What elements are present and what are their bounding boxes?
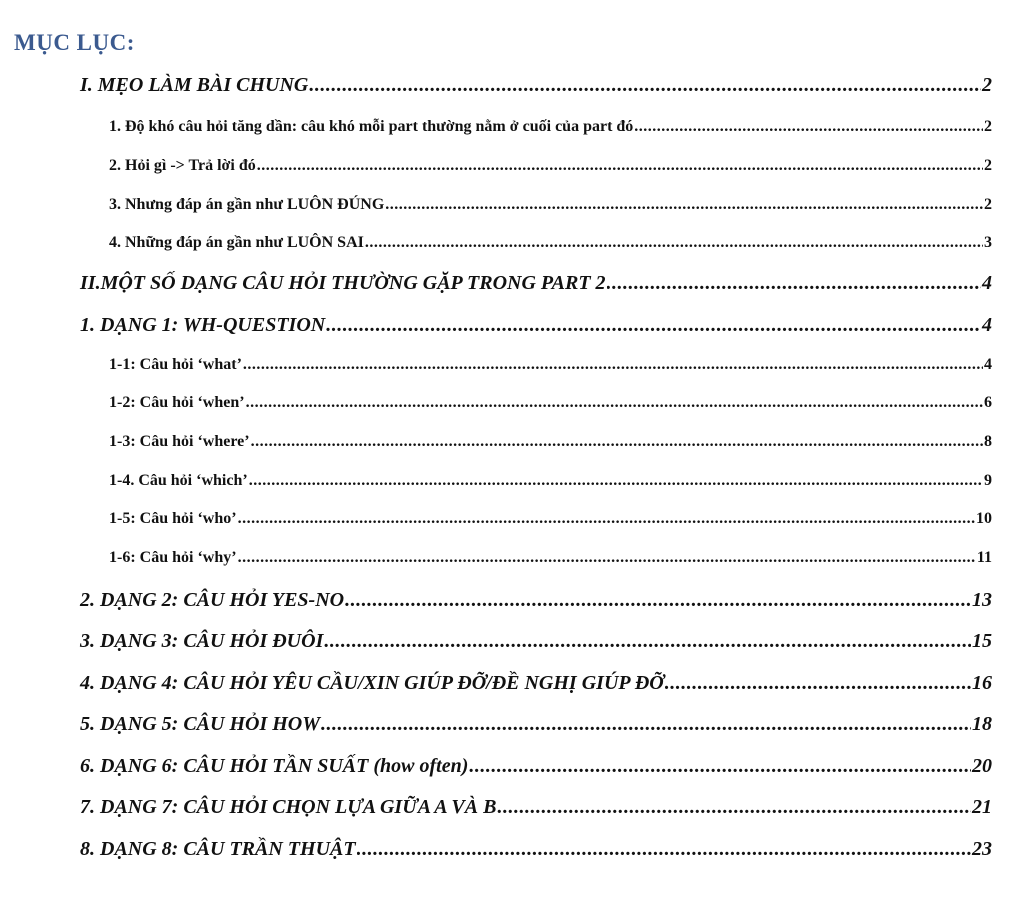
toc-entry[interactable] (109, 549, 992, 567)
toc-leader-dots (497, 796, 971, 819)
toc-entry-page: 9 (984, 472, 992, 489)
toc-entry-title: 1-1: Câu hỏi ‘what’ (109, 356, 242, 373)
toc-entry[interactable] (109, 433, 992, 451)
toc-entry-page: 2 (984, 118, 992, 135)
toc-entry[interactable] (109, 118, 992, 136)
toc-leader-dots (251, 433, 983, 451)
toc-leader-dots (607, 272, 981, 295)
toc-leader-dots (365, 234, 983, 252)
toc-entry-number: I. (80, 74, 93, 96)
toc-entry-title: 2. Hỏi gì -> Trả lời đó (109, 157, 256, 174)
toc-leader-dots (324, 630, 971, 653)
toc-entry[interactable] (109, 234, 992, 252)
toc-entry-page: 2 (982, 74, 992, 96)
toc-heading: MỤC LỤC: (14, 30, 135, 55)
toc-entry-title: 1-4. Câu hỏi ‘which’ (109, 472, 248, 489)
toc-entry[interactable] (109, 157, 992, 175)
toc-entry[interactable] (109, 510, 992, 528)
toc-entry-page: 10 (976, 510, 992, 527)
toc-leader-dots (345, 589, 971, 612)
toc-leader-dots (665, 672, 971, 695)
toc-entry-title: MẸO LÀM BÀI CHUNG (97, 74, 309, 96)
toc-entry-title: 3. Nhưng đáp án gần như LUÔN ĐÚNG (109, 196, 385, 213)
toc-entry-page: 3 (984, 234, 992, 251)
toc-entry-title: 1-3: Câu hỏi ‘where’ (109, 433, 250, 450)
toc-entry-title: 2. DẠNG 2: CÂU HỎI YES-NO (80, 589, 345, 611)
toc-entry-section-2[interactable] (80, 272, 992, 295)
toc-entry-title: 1-6: Câu hỏi ‘why’ (109, 549, 237, 566)
toc-leader-dots (249, 472, 983, 490)
toc-entry-title: 1-2: Câu hỏi ‘when’ (109, 394, 245, 411)
toc-leader-dots (469, 755, 971, 778)
toc-entry-title: 1. DẠNG 1: WH-QUESTION (80, 314, 326, 336)
toc-entry-section-1[interactable] (80, 74, 992, 97)
toc-entry-title: 5. DẠNG 5: CÂU HỎI HOW (80, 713, 321, 735)
toc-entry-title: 3. DẠNG 3: CÂU HỎI ĐUÔI (80, 630, 324, 652)
toc-entry[interactable] (80, 314, 992, 337)
toc-entry-page: 2 (984, 157, 992, 174)
toc-leader-dots (634, 118, 983, 136)
toc-entry[interactable] (80, 589, 992, 612)
toc-entry[interactable] (80, 630, 992, 653)
toc-entry[interactable] (80, 796, 992, 819)
toc-entry-title: MỘT SỐ DẠNG CÂU HỎI THƯỜNG GẶP TRONG PART 2 (100, 272, 606, 294)
toc-entry-title: 4. DẠNG 4: CÂU HỎI YÊU CẦU/XIN GIÚP ĐỠ/ĐỀ NGHỊ GIÚP ĐỠ (80, 672, 664, 694)
toc-entry-page: 4 (982, 272, 992, 294)
toc-entry-title: 6. DẠNG 6: CÂU HỎI TẦN SUẤT (how often) (80, 755, 469, 777)
toc-entry-page: 2 (984, 196, 992, 213)
toc-entry[interactable] (80, 755, 992, 778)
toc-entry-page: 13 (972, 589, 992, 611)
toc-entry-page: 20 (972, 755, 992, 777)
toc-entry[interactable] (80, 838, 992, 861)
toc-entry-title: 1. Độ khó câu hỏi tăng dần: câu khó mỗi part thường nằm ở cuối của part đó (109, 118, 634, 135)
toc-entry[interactable] (80, 713, 992, 736)
toc-leader-dots (238, 510, 975, 528)
toc-entry-number: II. (80, 272, 101, 294)
toc-entry-title: 4. Những đáp án gần như LUÔN SAI (109, 234, 364, 251)
toc-entry-title: 1-5: Câu hỏi ‘who’ (109, 510, 237, 527)
toc-entry-page: 15 (972, 630, 992, 652)
toc-leader-dots (321, 713, 971, 736)
toc-leader-dots (309, 74, 981, 97)
toc-entry-page: 16 (972, 672, 992, 694)
toc-entry-page: 21 (972, 796, 992, 818)
toc-entry-page: 4 (982, 314, 992, 336)
toc-leader-dots (326, 314, 981, 337)
toc-entry-page: 18 (972, 713, 992, 735)
toc-entry-page: 23 (972, 838, 992, 860)
toc-entry-page: 8 (984, 433, 992, 450)
toc-entry-page: 6 (984, 394, 992, 411)
toc-entry-title: 8. DẠNG 8: CÂU TRẦN THUẬT (80, 838, 356, 860)
toc-entry-page: 4 (984, 356, 992, 373)
toc-leader-dots (257, 157, 983, 175)
toc-entry-title: 7. DẠNG 7: CÂU HỎI CHỌN LỰA GIỮA A VÀ B (80, 796, 497, 818)
toc-entry[interactable] (80, 672, 992, 695)
toc-leader-dots (238, 549, 976, 567)
toc-entry[interactable] (109, 356, 992, 374)
toc-leader-dots (246, 394, 983, 412)
toc-entry[interactable] (109, 394, 992, 412)
toc-entry-page: 11 (976, 549, 992, 566)
toc-entry[interactable] (109, 196, 992, 214)
toc-entry[interactable] (109, 472, 992, 490)
toc-leader-dots (243, 356, 983, 374)
toc-leader-dots (385, 196, 983, 214)
toc-leader-dots (357, 838, 971, 861)
